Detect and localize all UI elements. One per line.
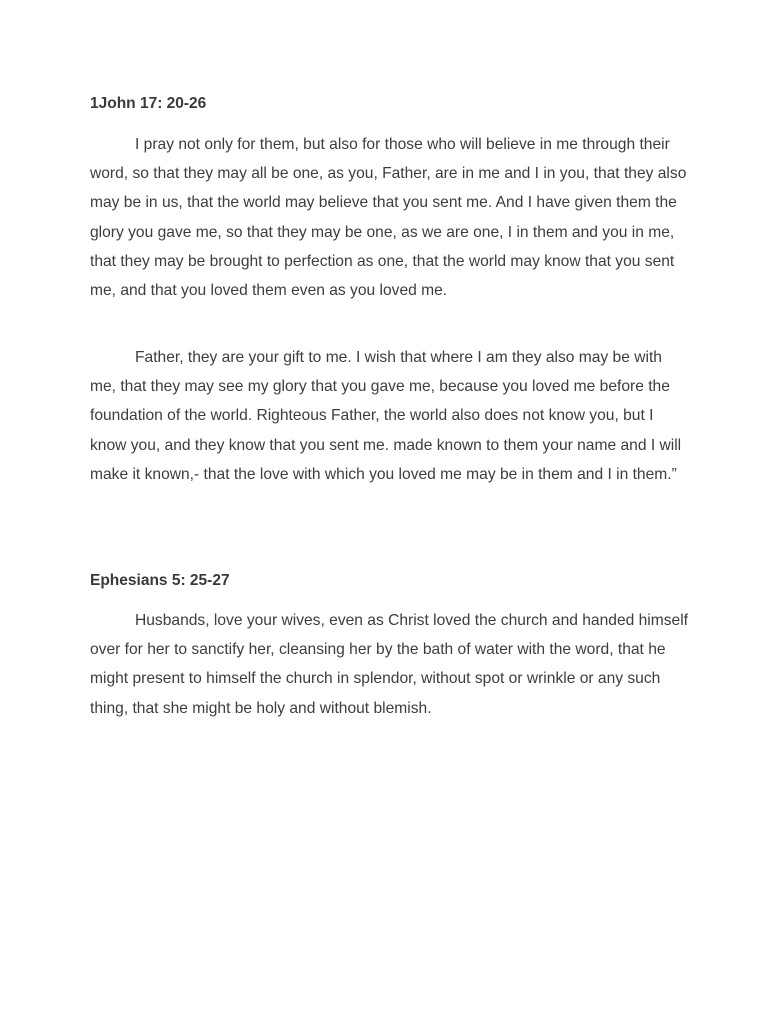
paragraph-john-2: Father, they are your gift to me. I wish that where I am they also may be with me, that they may see my glory that you gave me, because you loved me before the foundation of the world. Righteous Father, the world also does not know you, but I know you, and they know that you sent me. made known to them your name and I will make it known,- that the love with which you loved me may be in them and I in them.”	[90, 349, 682, 483]
paragraph-ephesians-1: Husbands, love your wives, even as Christ loved the church and handed himself over for her to sanctify her, cleansing her by the bath of water with the word, that he might present to himself the church in splendor, without spot or wrinkle or any such thing, that she might be holy and without blemish.	[90, 612, 689, 717]
section-heading-john: 1John 17: 20-26	[90, 95, 207, 112]
section-heading-ephesians: Ephesians 5: 25-27	[90, 572, 230, 589]
paragraph-john-1: I pray not only for them, but also for those who will believe in me through their word, so that they may all be one, as you, Father, are in me and I in you, that they also may be in us, that the world may believe that you sent me. And I have given them the glory you gave me, so that they may be one, as we are one, I in them and you in me, that they may be brought to perfection as one, that the world may know that you sent me, and that you loved them even as you loved me.	[90, 136, 687, 300]
